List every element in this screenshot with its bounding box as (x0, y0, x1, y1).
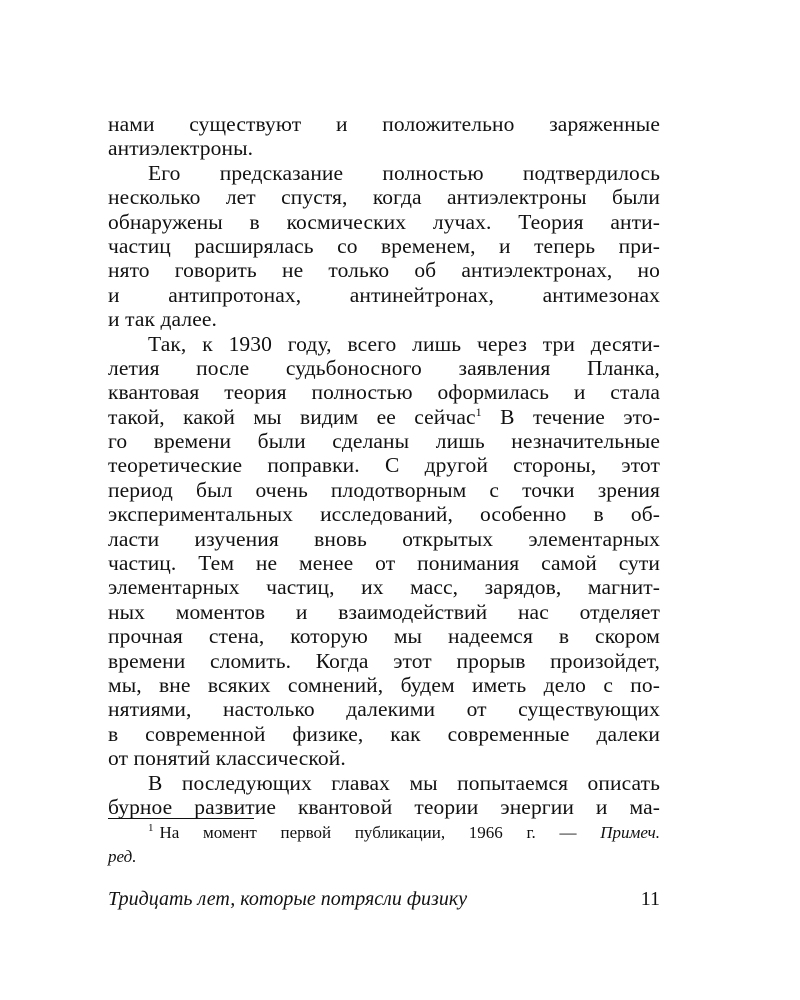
text-line-content: Его предсказание полностью подтвердилось (148, 160, 660, 185)
body-text (108, 112, 660, 819)
text-line (108, 527, 660, 551)
text-line (108, 161, 660, 185)
text-line (108, 478, 660, 502)
text-line (108, 746, 660, 770)
text-line-content: мы, вне всяких сомнений, будем иметь дело с по- (108, 672, 660, 697)
text-line (108, 283, 660, 307)
text-line-content: в современной физике, как современные далеки (108, 721, 660, 746)
text-line (108, 771, 660, 795)
text-line (108, 575, 660, 599)
text-line (108, 502, 660, 526)
footnote-reference: 1 (475, 404, 482, 419)
footnote-editor-note-cont: ред. (108, 847, 137, 866)
text-line-content: времени сломить. Когда этот прорыв произойдет, (108, 648, 660, 673)
text-line (108, 429, 660, 453)
text-line-continuation: В течение это- (481, 404, 660, 429)
text-line (108, 453, 660, 477)
text-line-content: Так, к 1930 году, всего лишь через три десяти- (148, 331, 660, 356)
text-line (108, 722, 660, 746)
text-line-content: го времени были сделаны лишь незначительные (108, 429, 660, 454)
text-line-content: нято говорить не только об антиэлектронах, но (108, 258, 660, 283)
text-line (108, 600, 660, 624)
text-line (108, 380, 660, 404)
text-line (108, 234, 660, 258)
text-line-content: такой, какой мы видим ее сейчас (108, 404, 476, 429)
running-title: Тридцать лет, которые потрясли физику (108, 888, 468, 910)
text-line (108, 332, 660, 356)
footnote-editor-note: Примеч. (600, 823, 660, 842)
text-line-content: нами существуют и положительно заряженные (108, 112, 660, 136)
text-line (108, 649, 660, 673)
running-footer (108, 885, 660, 913)
text-line (108, 551, 660, 575)
text-line-content: антиэлектроны. (108, 136, 254, 161)
text-line-content: и антипротонах, антинейтронах, антимезонах (108, 282, 660, 307)
text-line-content: экспериментальных исследований, особенно в об- (108, 502, 660, 527)
text-line (108, 795, 660, 819)
text-line-content: элементарных частиц, их масс, зарядов, магнит- (108, 575, 660, 600)
text-line (108, 307, 660, 331)
text-line-content: ласти изучения вновь открытых элементарных (108, 526, 660, 551)
text-line-content: несколько лет спустя, когда антиэлектроны были (108, 185, 660, 210)
footnote-separator (108, 818, 254, 819)
text-line (108, 258, 660, 282)
text-line (108, 624, 660, 648)
text-line (108, 697, 660, 721)
text-line (108, 673, 660, 697)
text-line (108, 112, 660, 136)
footnote-text: На момент первой публикации, 1966 г. — (159, 823, 601, 842)
text-line-content: теоретические поправки. С другой стороны, этот (108, 453, 660, 478)
footnote-marker: 1 (148, 822, 154, 835)
text-line-content: и так далее. (108, 307, 217, 332)
text-line-content: бурное развитие квантовой теории энергии и ма- (108, 794, 660, 819)
footnote-line-1 (108, 821, 660, 845)
text-line (108, 405, 660, 429)
text-line-content: частиц. Тем не менее от понимания самой сути (108, 551, 660, 576)
page-number: 11 (640, 888, 660, 910)
text-line-content: В последующих главах мы попытаемся описать (148, 770, 660, 795)
text-line-content: квантовая теория полностью оформилась и стала (108, 380, 660, 405)
text-line-content: от понятий классической. (108, 746, 346, 771)
text-line-content: летия после судьбоносного заявления Планка, (108, 355, 660, 380)
text-line-content: прочная стена, которую мы надеемся в скором (108, 624, 660, 649)
text-line (108, 185, 660, 209)
text-line (108, 356, 660, 380)
text-line-content: период был очень плодотворным с точки зрения (108, 477, 660, 502)
text-line-content: частиц расширялась со временем, и теперь при- (108, 233, 660, 258)
text-line-content: нятиями, настолько далекими от существующих (108, 697, 660, 722)
text-line-content: обнаружены в космических лучах. Теория анти- (108, 209, 660, 234)
footnote-line-2 (108, 845, 660, 869)
text-line-content: ных моментов и взаимодействий нас отделяет (108, 599, 660, 624)
text-line (108, 136, 660, 160)
footnote (108, 821, 660, 869)
text-line (108, 210, 660, 234)
